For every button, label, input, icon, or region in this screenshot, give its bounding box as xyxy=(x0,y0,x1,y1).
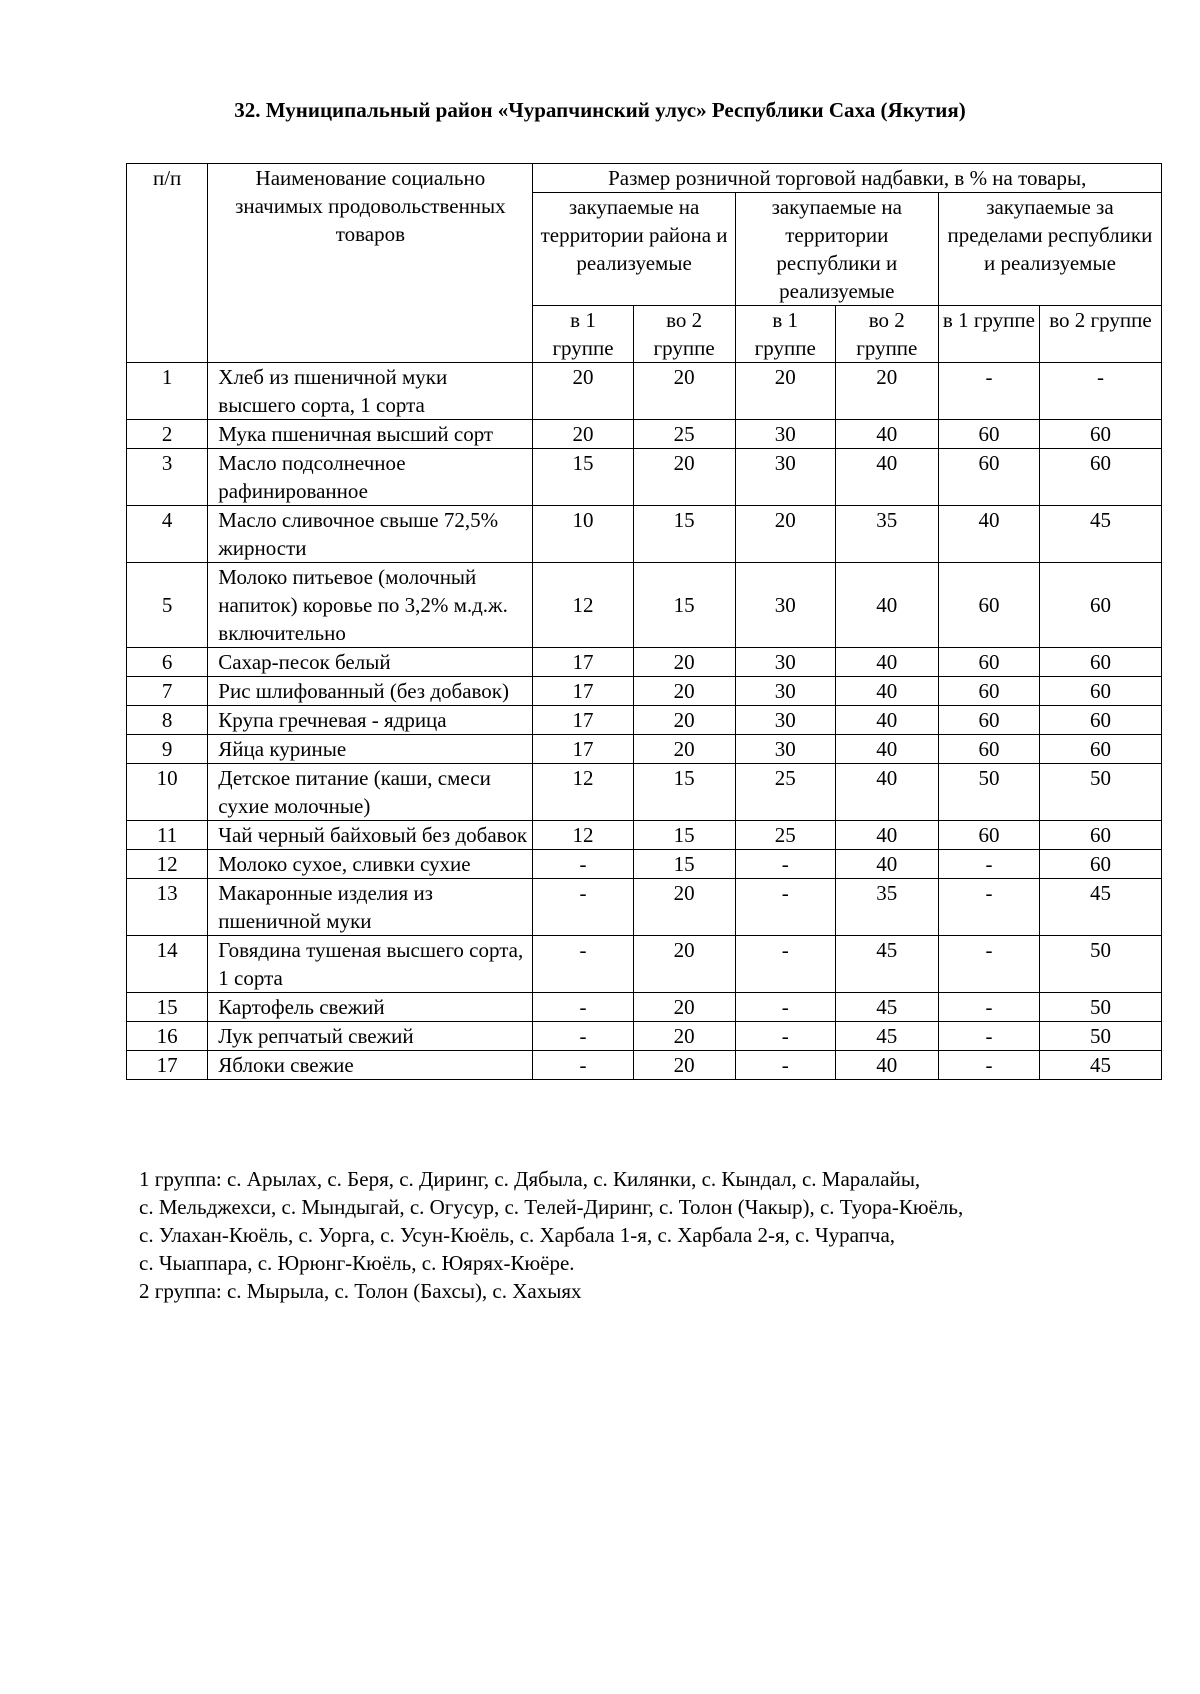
row-value: 20 xyxy=(633,1022,735,1051)
row-value: 40 xyxy=(835,648,938,677)
table-row xyxy=(127,936,1162,993)
row-name: Рис шлифованный (без добавок) xyxy=(208,677,533,706)
header-num: п/п xyxy=(127,164,208,363)
row-name: Лук репчатый свежий xyxy=(208,1022,533,1051)
row-value: - xyxy=(735,993,835,1022)
row-name: Чай черный байховый без добавок xyxy=(208,821,533,850)
table-row xyxy=(127,821,1162,850)
table-row xyxy=(127,363,1162,420)
row-value: - xyxy=(938,993,1039,1022)
markup-table xyxy=(126,163,1162,1080)
row-value: 25 xyxy=(735,821,835,850)
row-value: 60 xyxy=(1039,563,1161,648)
row-value: 40 xyxy=(835,850,938,879)
row-value: 20 xyxy=(633,363,735,420)
row-name: Крупа гречневая - ядрица xyxy=(208,706,533,735)
row-value: 20 xyxy=(633,449,735,506)
row-value: 30 xyxy=(735,677,835,706)
row-value: - xyxy=(533,1051,633,1080)
row-num: 15 xyxy=(127,993,208,1022)
group2-note: 2 группа: с. Мырыла, с. Толон (Бахсы), с. Хахыях xyxy=(139,1279,582,1303)
row-value: - xyxy=(533,850,633,879)
row-value: 12 xyxy=(533,821,633,850)
row-value: 60 xyxy=(1039,677,1161,706)
row-value: 40 xyxy=(835,677,938,706)
row-value: 60 xyxy=(938,677,1039,706)
table-row xyxy=(127,420,1162,449)
header-sub: закупаемые за пределами республики и реализуемые xyxy=(938,193,1161,306)
row-value: 20 xyxy=(633,993,735,1022)
row-num: 14 xyxy=(127,936,208,993)
row-name: Сахар-песок белый xyxy=(208,648,533,677)
group-notes xyxy=(139,1165,1139,1305)
table-row xyxy=(127,993,1162,1022)
row-value: - xyxy=(735,879,835,936)
row-num: 11 xyxy=(127,821,208,850)
table-row xyxy=(127,1022,1162,1051)
group1-note-line: 1 группа: с. Арылах, с. Беря, с. Диринг, с. Дябыла, с. Килянки, с. Кындал, с. Маралайы, xyxy=(139,1167,921,1191)
row-value: - xyxy=(938,879,1039,936)
row-value: 30 xyxy=(735,706,835,735)
row-value: 50 xyxy=(1039,1022,1161,1051)
row-value: 20 xyxy=(633,1051,735,1080)
row-value: 20 xyxy=(633,879,735,936)
row-value: 30 xyxy=(735,420,835,449)
row-value: 25 xyxy=(735,764,835,821)
table-row xyxy=(127,1051,1162,1080)
row-name: Говядина тушеная высшего сорта, 1 сорта xyxy=(208,936,533,993)
header-group: во 2 группе xyxy=(835,306,938,363)
group1-note-line: с. Мельджехси, с. Мындыгай, с. Огусур, с. Телей-Диринг, с. Толон (Чакыр), с. Туора-Кюёль, xyxy=(139,1195,964,1219)
header-group: в 1 группе xyxy=(533,306,633,363)
row-value: 60 xyxy=(1039,735,1161,764)
row-value: 50 xyxy=(1039,936,1161,993)
row-value: 30 xyxy=(735,563,835,648)
row-value: 50 xyxy=(1039,993,1161,1022)
row-value: 40 xyxy=(835,706,938,735)
row-value: 60 xyxy=(938,821,1039,850)
row-value: 40 xyxy=(835,735,938,764)
row-num: 5 xyxy=(127,563,208,648)
row-num: 1 xyxy=(127,363,208,420)
row-value: 60 xyxy=(938,563,1039,648)
row-name: Масло подсолнечное рафинированное xyxy=(208,449,533,506)
row-value: 17 xyxy=(533,677,633,706)
row-name: Молоко сухое, сливки сухие xyxy=(208,850,533,879)
row-num: 16 xyxy=(127,1022,208,1051)
row-value: 40 xyxy=(835,449,938,506)
row-value: 60 xyxy=(1039,850,1161,879)
row-value: - xyxy=(938,1022,1039,1051)
table-row xyxy=(127,506,1162,563)
row-value: 40 xyxy=(835,420,938,449)
row-num: 10 xyxy=(127,764,208,821)
row-value: - xyxy=(938,363,1039,420)
table-row xyxy=(127,850,1162,879)
row-value: 50 xyxy=(938,764,1039,821)
row-value: 20 xyxy=(633,648,735,677)
row-value: 35 xyxy=(835,506,938,563)
row-value: 17 xyxy=(533,648,633,677)
row-value: - xyxy=(735,850,835,879)
row-value: - xyxy=(1039,363,1161,420)
row-value: 40 xyxy=(835,563,938,648)
row-value: - xyxy=(533,936,633,993)
row-value: 30 xyxy=(735,735,835,764)
row-value: 60 xyxy=(1039,821,1161,850)
row-value: 60 xyxy=(938,648,1039,677)
row-value: - xyxy=(735,936,835,993)
row-value: 40 xyxy=(835,1051,938,1080)
row-num: 9 xyxy=(127,735,208,764)
row-value: 40 xyxy=(938,506,1039,563)
table-row xyxy=(127,449,1162,506)
table-row xyxy=(127,563,1162,648)
group1-note-line: с. Чыаппара, с. Юрюнг-Кюёль, с. Юярях-Кюёре. xyxy=(139,1251,575,1275)
row-value: 60 xyxy=(1039,420,1161,449)
table-row xyxy=(127,764,1162,821)
header-group: в 1 группе xyxy=(735,306,835,363)
row-value: 60 xyxy=(1039,449,1161,506)
header-name: Наименование социально значимых продовольственных товаров xyxy=(208,164,533,363)
row-value: - xyxy=(735,1022,835,1051)
header-sub: закупаемые на территории республики и реализуемые xyxy=(735,193,938,306)
table-row xyxy=(127,706,1162,735)
row-value: - xyxy=(938,936,1039,993)
row-num: 12 xyxy=(127,850,208,879)
row-value: 12 xyxy=(533,764,633,821)
row-value: 25 xyxy=(633,420,735,449)
header-group: во 2 группе xyxy=(633,306,735,363)
row-value: 15 xyxy=(633,506,735,563)
page-title: 32. Муниципальный район «Чурапчинский улус» Республики Саха (Якутия) xyxy=(234,98,966,122)
header-group: во 2 группе xyxy=(1039,306,1161,363)
row-value: 30 xyxy=(735,449,835,506)
header-row-1 xyxy=(127,164,1162,193)
row-value: - xyxy=(938,1051,1039,1080)
header-group: в 1 группе xyxy=(938,306,1039,363)
row-num: 2 xyxy=(127,420,208,449)
row-value: 15 xyxy=(533,449,633,506)
row-value: 20 xyxy=(533,420,633,449)
row-name: Масло сливочное свыше 72,5% жирности xyxy=(208,506,533,563)
row-value: 45 xyxy=(835,1022,938,1051)
row-value: 45 xyxy=(1039,1051,1161,1080)
row-value: 30 xyxy=(735,648,835,677)
row-value: 10 xyxy=(533,506,633,563)
row-value: 15 xyxy=(633,563,735,648)
header-markup: Размер розничной торговой надбавки, в % на товары, xyxy=(533,164,1162,193)
row-value: 50 xyxy=(1039,764,1161,821)
row-value: - xyxy=(533,879,633,936)
row-value: 35 xyxy=(835,879,938,936)
row-value: - xyxy=(938,850,1039,879)
row-name: Мука пшеничная высший сорт xyxy=(208,420,533,449)
row-num: 4 xyxy=(127,506,208,563)
row-num: 13 xyxy=(127,879,208,936)
row-value: 15 xyxy=(633,764,735,821)
row-value: 20 xyxy=(633,936,735,993)
row-value: 17 xyxy=(533,735,633,764)
row-value: 60 xyxy=(938,420,1039,449)
row-num: 17 xyxy=(127,1051,208,1080)
row-name: Яйца куриные xyxy=(208,735,533,764)
row-value: 60 xyxy=(1039,648,1161,677)
table-row xyxy=(127,648,1162,677)
row-value: 45 xyxy=(1039,506,1161,563)
row-name: Молоко питьевое (молочный напиток) коровье по 3,2% м.д.ж. включительно xyxy=(208,563,533,648)
row-num: 6 xyxy=(127,648,208,677)
row-value: 60 xyxy=(938,449,1039,506)
row-name: Детское питание (каши, смеси сухие молочные) xyxy=(208,764,533,821)
row-value: 45 xyxy=(1039,879,1161,936)
row-value: 40 xyxy=(835,764,938,821)
row-name: Макаронные изделия из пшеничной муки xyxy=(208,879,533,936)
row-value: 20 xyxy=(735,506,835,563)
group1-note-line: с. Улахан-Кюёль, с. Уорга, с. Усун-Кюёль, с. Харбала 1-я, с. Харбала 2-я, с. Чурапча, xyxy=(139,1223,896,1247)
row-value: 17 xyxy=(533,706,633,735)
row-num: 7 xyxy=(127,677,208,706)
row-value: 60 xyxy=(938,735,1039,764)
row-value: 15 xyxy=(633,850,735,879)
row-value: 15 xyxy=(633,821,735,850)
row-value: 12 xyxy=(533,563,633,648)
row-value: 45 xyxy=(835,936,938,993)
row-num: 8 xyxy=(127,706,208,735)
row-value: 60 xyxy=(1039,706,1161,735)
row-name: Яблоки свежие xyxy=(208,1051,533,1080)
row-value: 45 xyxy=(835,993,938,1022)
row-value: 20 xyxy=(735,363,835,420)
table-row xyxy=(127,879,1162,936)
table-row xyxy=(127,735,1162,764)
row-value: - xyxy=(735,1051,835,1080)
row-value: 60 xyxy=(938,706,1039,735)
row-value: 20 xyxy=(835,363,938,420)
row-name: Хлеб из пшеничной муки высшего сорта, 1 сорта xyxy=(208,363,533,420)
row-num: 3 xyxy=(127,449,208,506)
header-sub: закупаемые на территории района и реализуемые xyxy=(533,193,735,306)
row-value: - xyxy=(533,1022,633,1051)
row-value: 20 xyxy=(633,735,735,764)
row-name: Картофель свежий xyxy=(208,993,533,1022)
row-value: 20 xyxy=(533,363,633,420)
row-value: 40 xyxy=(835,821,938,850)
table-row xyxy=(127,677,1162,706)
row-value: 20 xyxy=(633,677,735,706)
row-value: - xyxy=(533,993,633,1022)
row-value: 20 xyxy=(633,706,735,735)
